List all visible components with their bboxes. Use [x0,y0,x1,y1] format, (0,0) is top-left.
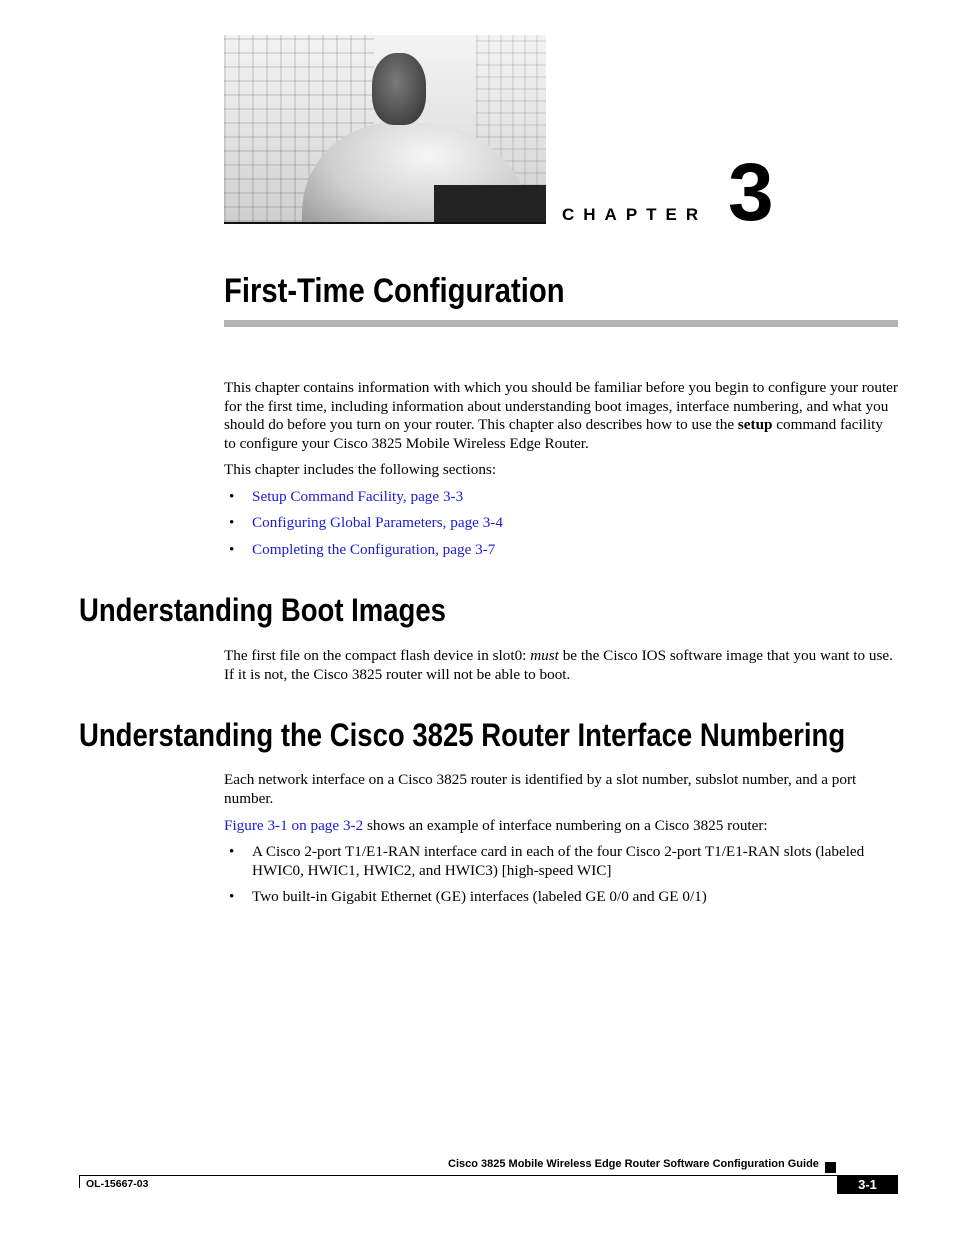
setup-keyword: setup [737,416,773,434]
link-setup-command-facility[interactable]: Setup Command Facility, page 3-3 [252,488,464,505]
footer-page-number: 3-1 [837,1175,898,1194]
footer-doc-number: OL-15667-03 [86,1178,149,1190]
footer-tick [79,1175,80,1188]
title-rule [224,320,898,327]
iface-paragraph: Each network interface on a Cisco 3825 router is identified by a slot number, subslot number, and a port number. [224,771,857,807]
chapter-title: First-Time Configuration [224,272,565,310]
sections-intro: This chapter includes the following sections: [224,461,497,478]
intro-paragraph: This chapter contains information with which you should be familiar before you begin to configure your router for the first time, including information about understanding boot images, interface numbering, and what you should do before you turn on your router. This chapter also describes how to use the setup command facility to configure your Cisco 3825 Mobile Wireless Edge Router. [224,379,898,452]
link-configuring-global-parameters[interactable]: Configuring Global Parameters, page 3-4 [252,514,503,531]
section-heading-interface-numbering: Understanding the Cisco 3825 Router Interface Numbering [79,717,846,753]
chapter-photo [224,35,546,224]
figure-reference-paragraph: Figure 3-1 on page 3-2 shows an example of interface numbering on a Cisco 3825 router: [224,817,768,834]
link-completing-configuration[interactable]: Completing the Configuration, page 3-7 [252,541,496,558]
footer-rule [79,1175,898,1176]
boot-paragraph: The first file on the compact flash device in slot0: must be the Cisco IOS software image that you want to use. If it is not, the Cisco 3825 router will not be able to boot. [224,647,893,683]
section-heading-boot-images: Understanding Boot Images [79,592,446,628]
footer-marker [825,1162,836,1173]
link-figure-3-1[interactable]: Figure 3-1 on page 3-2 [224,817,364,834]
chapter-label: CHAPTER [562,205,708,224]
footer-guide-title: Cisco 3825 Mobile Wireless Edge Router Software Configuration Guide [448,1158,819,1170]
chapter-number: 3 [728,147,774,238]
